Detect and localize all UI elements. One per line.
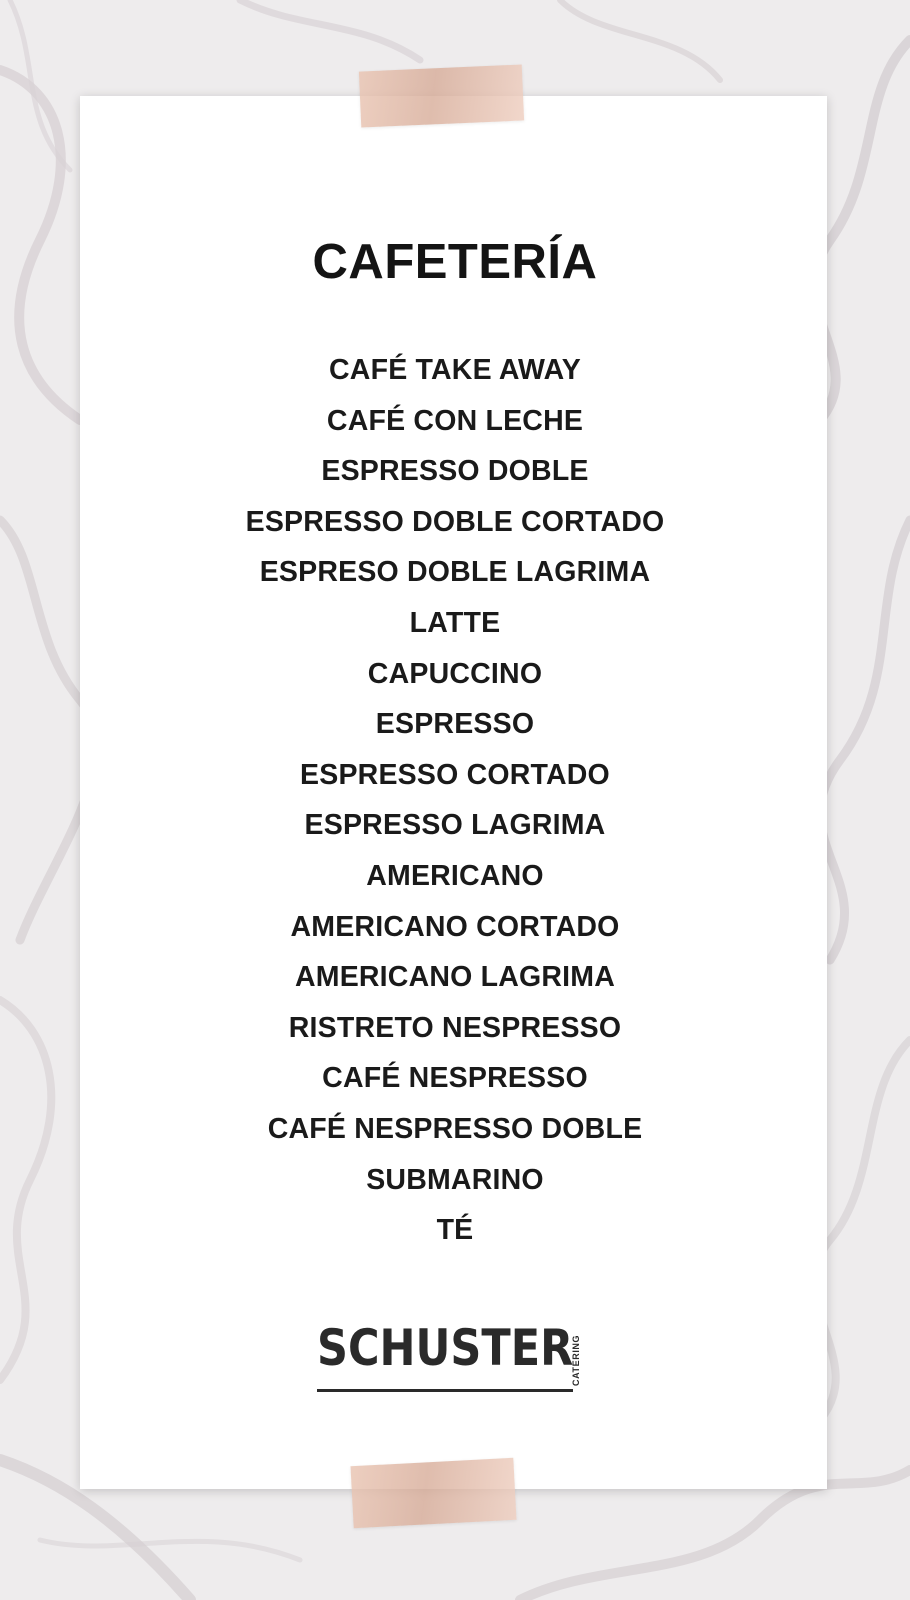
menu-item: CAFÉ NESPRESSO DOBLE [267,1112,643,1145]
logo-underline [317,1389,573,1392]
menu-item: TÉ [436,1214,474,1247]
menu-item: RISTRETO NESPRESSO [288,1011,622,1044]
menu-item: AMERICANO [366,859,544,892]
menu-item: ESPRESSO [375,708,535,741]
menu-item: CAFÉ NESPRESSO [322,1062,588,1095]
menu-item: ESPRESO DOBLE LAGRIMA [259,556,651,589]
menu-item: CAPUCCINO [367,657,543,690]
menu-item: ESPRESSO DOBLE [321,455,589,488]
menu-item: ESPRESSO DOBLE CORTADO [245,505,665,538]
tape-bottom [350,1458,516,1528]
schuster-logo [315,1316,595,1396]
menu-item: ESPRESSO CORTADO [300,758,610,791]
logo-wordmark: SCHUSTER [317,1319,574,1377]
menu-item: CAFÉ CON LECHE [326,404,584,437]
menu-title: CAFETERÍA [312,235,598,289]
menu-item: AMERICANO LAGRIMA [294,961,616,994]
logo-subtitle: CATERING [571,1334,581,1386]
menu-item: LATTE [409,606,501,639]
tape-top [359,64,524,127]
menu-item: CAFÉ TAKE AWAY [329,354,581,386]
menu-item: AMERICANO CORTADO [290,910,620,943]
menu-item: ESPRESSO LAGRIMA [304,809,606,842]
menu-list [0,345,910,1256]
menu-item: SUBMARINO [366,1163,544,1196]
